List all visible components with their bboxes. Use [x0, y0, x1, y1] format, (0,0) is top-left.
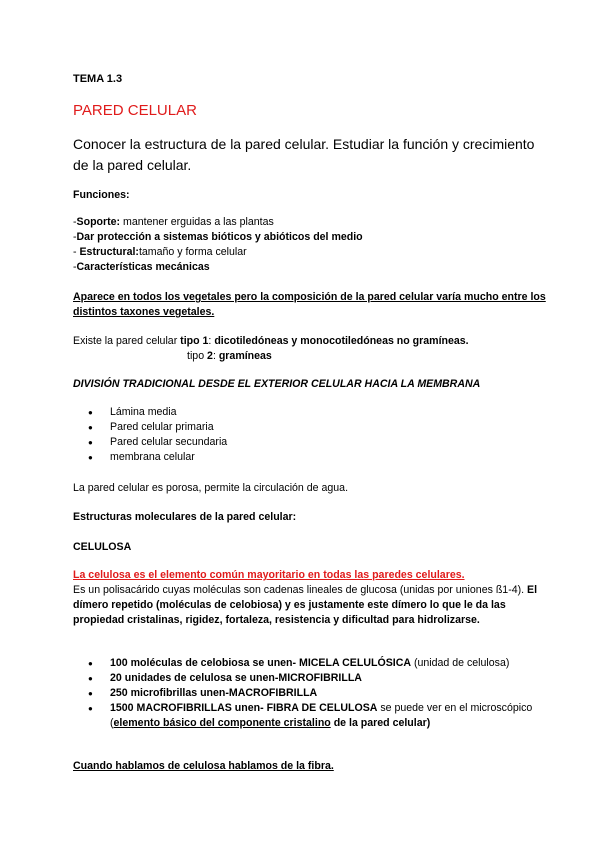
- list-item: ● 1500 MACROFIBRILLAS unen- FIBRA DE CELULOSA se puede ver en el microscópico (elemento básico del componente cristalino de la pared celular): [73, 701, 550, 731]
- list-item: ● Pared celular primaria: [73, 420, 550, 435]
- objective-text: Conocer la estructura de la pared celular. Estudiar la función y crecimiento de la pared celular.: [73, 136, 535, 173]
- celulosa-block: [73, 568, 550, 628]
- functions-list: [73, 215, 550, 275]
- list-item: ● Pared celular secundaria: [73, 435, 550, 450]
- function-item: -Características mecánicas: [73, 261, 210, 273]
- list-item: ● 100 moléculas de celobiosa se unen- MICELA CELULÓSICA (unidad de celulosa): [73, 656, 550, 671]
- function-item: - Estructural:tamaño y forma celular: [73, 246, 247, 258]
- tipo1-line: Existe la pared celular tipo 1: dicotiledóneas y monocotiledóneas no gramíneas.: [73, 335, 469, 347]
- list-item: ● Lámina media: [73, 405, 550, 420]
- estructuras-label: Estructuras moleculares de la pared celular:: [73, 511, 297, 523]
- list-item: ● membrana celular: [73, 450, 550, 465]
- functions-label: Funciones:: [73, 189, 130, 201]
- list-item: ● 250 microfibrillas unen-MACROFIBRILLA: [73, 686, 550, 701]
- list-item: ● 20 unidades de celulosa se unen-MICROFIBRILLA: [73, 671, 550, 686]
- topic-heading: TEMA 1.3: [73, 73, 123, 85]
- celulosa-title: CELULOSA: [73, 541, 132, 553]
- vegetales-note: Aparece en todos los vegetales pero la composición de la pared celular varía mucho entre los distintos taxones vegetales.: [73, 291, 546, 318]
- hierarchy-list: [73, 656, 550, 731]
- section-title: PARED CELULAR: [73, 102, 197, 119]
- porosa-text: La pared celular es porosa, permite la circulación de agua.: [73, 482, 349, 494]
- tipos-block: [73, 334, 550, 364]
- layers-list: [73, 405, 550, 465]
- celulosa-description: Es un polisacárido cuyas moléculas son cadenas lineales de glucosa (unidas por uniones ß1-4). El dímero repetido (moléculas de celobiosa) y es justamente este dímero lo que le da las propiedad cristalinas, rigidez, fortaleza, resistencia y dificultad para hidrolizarse.: [73, 584, 538, 626]
- celulosa-highlight: La celulosa es el elemento común mayoritario en todas las paredes celulares.: [73, 569, 465, 581]
- function-item: -Soporte: mantener erguidas a las plantas: [73, 216, 274, 228]
- division-title: DIVISIÓN TRADICIONAL DESDE EL EXTERIOR CELULAR HACIA LA MEMBRANA: [73, 378, 481, 390]
- tipo2-line: tipo 2: gramíneas: [187, 350, 272, 362]
- footer-note: Cuando hablamos de celulosa hablamos de la fibra.: [73, 760, 334, 772]
- function-item: -Dar protección a sistemas bióticos y abióticos del medio: [73, 231, 363, 243]
